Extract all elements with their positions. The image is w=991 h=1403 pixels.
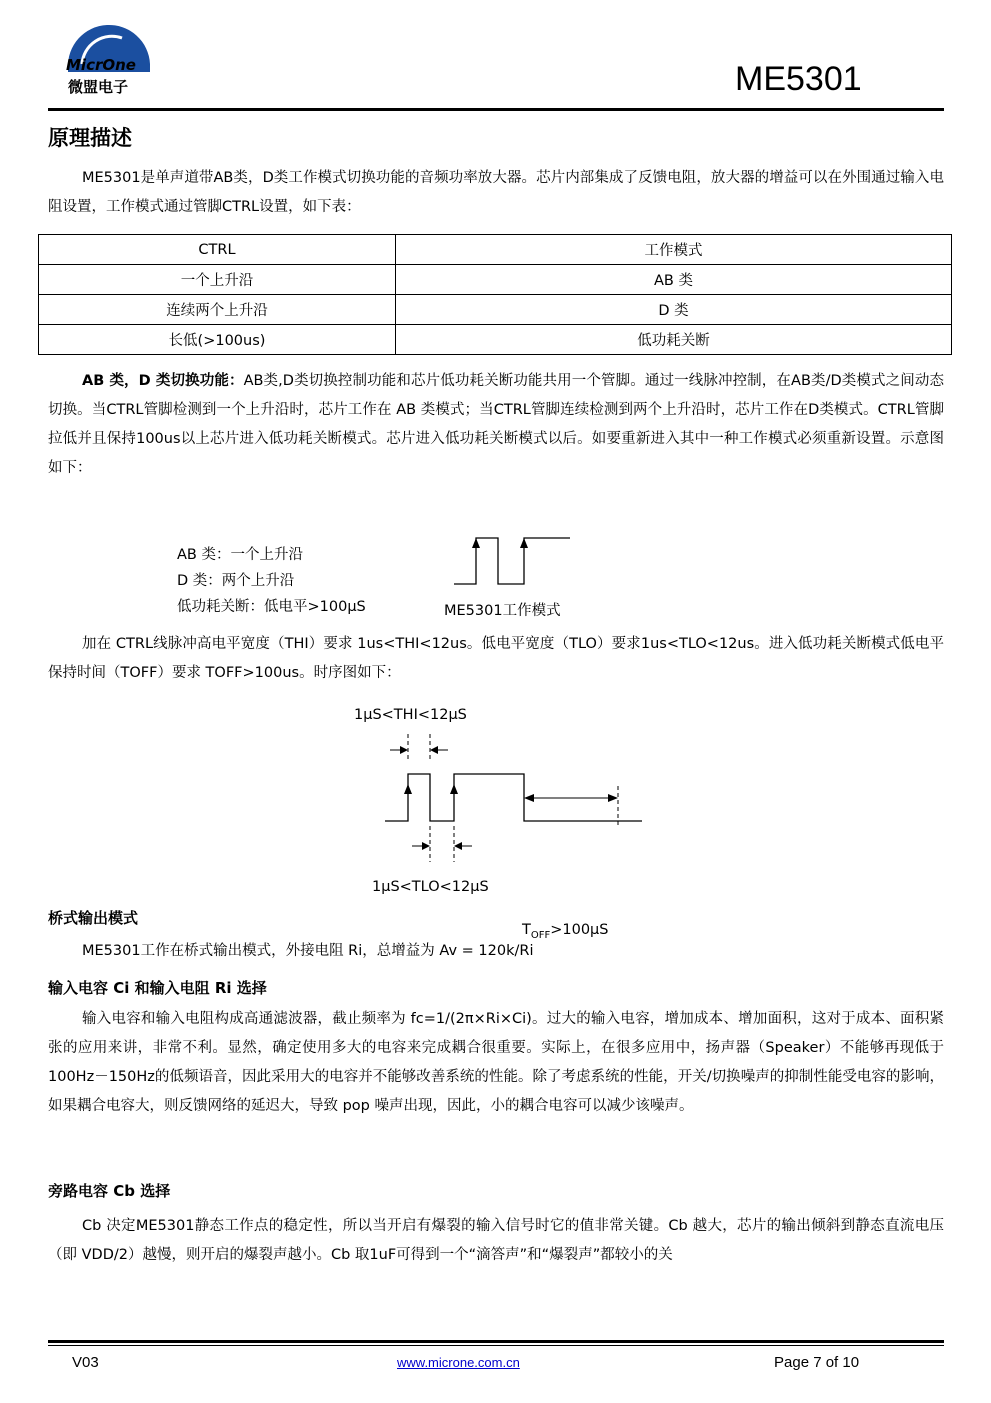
section-title: 原理描述 <box>48 126 132 150</box>
toff-sub: OFF <box>530 929 551 941</box>
toff-main: T <box>522 922 531 938</box>
logo-text-en: MicrOne <box>66 56 136 74</box>
table-row <box>39 325 952 355</box>
company-logo <box>62 20 157 100</box>
bridge-body: ME5301工作在桥式输出模式，外接电阻 Ri，总增益为 Av = 120k/Ri <box>82 943 534 959</box>
table-cell: 连续两个上升沿 <box>39 295 396 325</box>
input-cap-title: 输入电容 Ci 和输入电阻 Ri 选择 <box>48 979 267 997</box>
table-header-row <box>39 235 952 265</box>
bypass-cap-title: 旁路电容 Cb 选择 <box>48 1182 171 1200</box>
table-cell: 长低(>100us) <box>39 325 396 355</box>
tlo-label: 1μS<TLO<12μS <box>372 879 489 895</box>
table-header-cell: CTRL <box>39 235 396 265</box>
logo-text-cn: 微盟电子 <box>68 78 129 96</box>
legend-shutdown: 低功耗关断：低电平>100μS <box>177 599 366 615</box>
timing-diagram <box>380 730 650 870</box>
switch-paragraph <box>48 367 944 483</box>
footer-version: V03 <box>72 1354 99 1371</box>
model-number: ME5301 <box>735 60 862 98</box>
mode-waveform <box>450 530 580 590</box>
table-header-cell: 工作模式 <box>396 235 952 265</box>
footer-page: Page 7 of 10 <box>774 1354 860 1371</box>
switch-lead: AB 类，D 类切换功能： <box>82 373 244 389</box>
mode-table <box>38 234 952 355</box>
header-rule <box>48 108 944 111</box>
mode-legend <box>177 542 366 620</box>
table-cell: 低功耗关断 <box>396 325 952 355</box>
table-cell: 一个上升沿 <box>39 265 396 295</box>
table-row <box>39 295 952 325</box>
footer-rule <box>48 1340 944 1343</box>
table-row <box>39 265 952 295</box>
timing-paragraph: 加在 CTRL线脉冲高电平宽度（THI）要求 1us<THI<12us。低电平宽度（TLO）要求1us<TLO<12us。进入低功耗关断模式低电平保持时间（TOFF）要求 TOFF>100us。时序图如下： <box>48 636 944 681</box>
legend-d: D 类：两个上升沿 <box>177 573 295 589</box>
footer-link[interactable]: www.microne.com.cn <box>397 1355 520 1370</box>
thi-label: 1μS<THI<12μS <box>354 707 467 723</box>
intro-paragraph: ME5301是单声道带AB类，D类工作模式切换功能的音频功率放大器。芯片内部集成了反馈电阻，放大器的增益可以在外围通过输入电阻设置，工作模式通过管脚CTRL设置，如下表： <box>48 170 944 215</box>
bypass-cap-body: Cb 决定ME5301静态工作点的稳定性，所以当开启有爆裂的输入信号时它的值非常关键。Cb 越大，芯片的输出倾斜到静态直流电压（即 VDD/2）越慢，则开启的爆裂声越小。Cb 取1uF可得到一个“滴答声”和“爆裂声”都较小的关 <box>48 1218 944 1263</box>
footer-url[interactable] <box>397 1354 520 1371</box>
legend-ab: AB 类：一个上升沿 <box>177 547 303 563</box>
switch-body: AB类,D类切换控制功能和芯片低功耗关断功能共用一个管脚。通过一线脉冲控制，在AB类/D类模式之间动态切换。当CTRL管脚检测到一个上升沿时，芯片工作在 AB 类模式；当CTRL管脚连续检测到两个上升沿时，芯片工作在D类模式。CTRL管脚拉低并且保持100us以上芯片进入低功耗关断模式。芯片进入低功耗关断模式以后。如要重新进入其中一种工作模式必须重新设置。示意图如下： <box>48 373 944 476</box>
bridge-title: 桥式输出模式 <box>48 909 139 927</box>
footer-rule-thin <box>48 1345 944 1346</box>
input-cap-body: 输入电容和输入电阻构成高通滤波器，截止频率为 fc=1/(2π×Ri×Ci)。过大的输入电容，增加成本、增加面积，这对于成本、面积紧张的应用来讲，非常不利。显然，确定使用多大的电容来完成耦合很重要。实际上，在很多应用中，扬声器（Speaker）不能够再现低于 100Hz－150Hz的低频语音，因此采用大的电容并不能够改善系统的性能。除了考虑系统的性能，开关/切换噪声的抑制性能受电容的影响，如果耦合电容大，则反馈网络的延迟大，导致 pop 噪声出现，因此，小的耦合电容可以减少该噪声。 <box>48 1011 944 1114</box>
table-cell: D 类 <box>396 295 952 325</box>
toff-rest: >100μS <box>550 922 609 938</box>
table-cell: AB 类 <box>396 265 952 295</box>
mode-diagram-caption: ME5301工作模式 <box>444 603 561 619</box>
